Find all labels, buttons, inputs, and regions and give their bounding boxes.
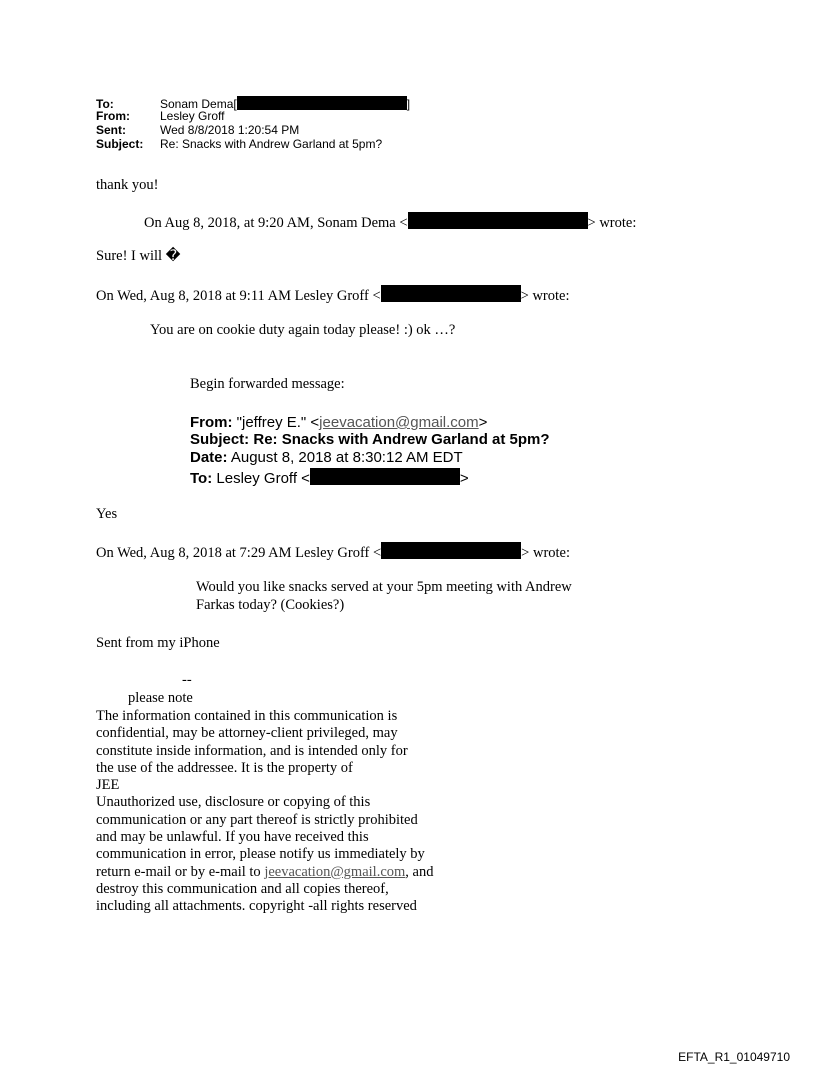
fwd-from-label: From: — [190, 414, 233, 431]
header-subject-row — [96, 138, 382, 150]
header-sent-row — [96, 124, 299, 136]
sure-text: Sure! I will � — [96, 248, 181, 264]
reply3-suffix: > wrote: — [521, 545, 571, 561]
to-label: To: — [96, 97, 114, 111]
please-note-text: please note — [128, 690, 193, 706]
question-line-2: Farkas today? (Cookies?) — [196, 597, 345, 613]
reply1-suffix: > wrote: — [587, 215, 637, 231]
disclaimer-line: the use of the addressee. It is the property of — [96, 759, 353, 776]
fwd-from-close: > — [478, 414, 488, 431]
disclaimer-line: The information contained in this communication is — [96, 708, 398, 724]
redaction-bar — [237, 96, 407, 110]
to-suffix: ] — [406, 97, 411, 111]
from-label: From: — [96, 109, 130, 123]
forwarded-from-row — [190, 414, 487, 431]
reply2-prefix: On Wed, Aug 8, 2018 at 9:11 AM Lesley Groff < — [96, 288, 381, 304]
thanks-text: thank you! — [96, 177, 159, 193]
disclaimer-line: destroy this communication and all copies thereof, — [96, 880, 389, 897]
disclaimer-email-link[interactable]: jeevacation@gmail.com — [264, 863, 406, 880]
disclaimer-block — [96, 708, 433, 916]
question-line-1: Would you like snacks served at your 5pm meeting with Andrew — [196, 579, 572, 595]
disclaimer-email-line — [96, 864, 433, 881]
reply3-prefix: On Wed, Aug 8, 2018 at 7:29 AM Lesley Groff < — [96, 545, 382, 561]
fwd-from-email-link[interactable]: jeevacation@gmail.com — [319, 414, 479, 431]
redaction-bar — [408, 212, 588, 229]
header-to-row — [96, 96, 410, 110]
fwd-to-value: Lesley Groff < — [212, 470, 310, 487]
disclaimer-line: confidential, may be attorney-client privileged, may — [96, 725, 398, 742]
sent-label: Sent: — [96, 123, 126, 137]
sent-value: Wed 8/8/2018 1:20:54 PM — [160, 123, 300, 137]
disclaimer-line: Unauthorized use, disclosure or copying of this — [96, 794, 371, 811]
email-suffix: , and — [405, 863, 434, 880]
subject-value: Re: Snacks with Andrew Garland at 5pm? — [160, 137, 383, 151]
fwd-from-name: "jeffrey E." < — [232, 414, 320, 431]
redaction-bar — [381, 285, 521, 302]
fwd-to-label: To: — [190, 470, 213, 487]
from-value: Lesley Groff — [160, 109, 225, 123]
disclaimer-line: constitute inside information, and is intended only for — [96, 742, 408, 759]
cookie-duty-text: You are on cookie duty again today please! :) ok …? — [150, 322, 456, 338]
document-id: EFTA_R1_01049710 — [678, 1050, 790, 1064]
fwd-subject-value: Re: Snacks with Andrew Garland at 5pm? — [249, 431, 550, 448]
disclaimer-line: JEE — [96, 777, 120, 794]
reply1-prefix: On Aug 8, 2018, at 9:20 AM, Sonam Dema < — [144, 215, 408, 231]
sent-from-text: Sent from my iPhone — [96, 635, 220, 651]
redaction-bar — [381, 542, 521, 559]
fwd-subject-label: Subject: — [190, 431, 250, 448]
to-value: Sonam Dema[ — [160, 97, 237, 111]
subject-label: Subject: — [96, 137, 144, 151]
forwarded-date-row — [190, 449, 463, 466]
reply-header-3 — [96, 542, 570, 562]
reply2-suffix: > wrote: — [520, 288, 570, 304]
redaction-bar — [310, 468, 460, 485]
begin-forwarded-text: Begin forwarded message: — [190, 376, 345, 392]
header-from-row — [96, 110, 224, 122]
reply-header-2 — [96, 285, 570, 305]
fwd-date-value: August 8, 2018 at 8:30:12 AM EDT — [227, 449, 463, 466]
forwarded-to-row — [190, 468, 469, 487]
disclaimer-line: communication or any part thereof is strictly prohibited — [96, 811, 418, 828]
email-prefix: return e-mail or by e-mail to — [96, 863, 265, 880]
yes-text: Yes — [96, 506, 118, 522]
forwarded-subject-row — [190, 431, 550, 448]
reply-header-1 — [144, 212, 636, 232]
fwd-to-close: > — [459, 470, 469, 487]
disclaimer-line: and may be unlawful. If you have received this — [96, 829, 369, 846]
signature-dashes: -- — [182, 672, 192, 688]
disclaimer-line: including all attachments. copyright -all rights reserved — [96, 898, 417, 915]
fwd-date-label: Date: — [190, 449, 228, 466]
disclaimer-line: communication in error, please notify us immediately by — [96, 846, 425, 863]
